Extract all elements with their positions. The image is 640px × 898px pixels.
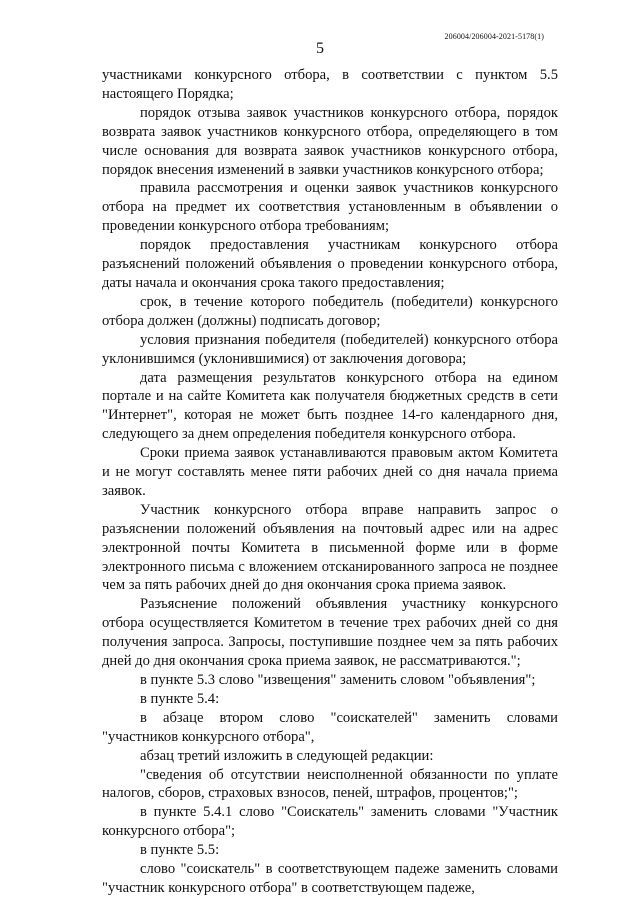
paragraph: в пункте 5.5:	[140, 842, 220, 859]
paragraph: абзац третий изложить в следующей редакции:	[140, 747, 434, 764]
paragraph: Сроки приема заявок устанавливаются правовым актом Комитета и не могут составлять менее пяти рабочих дней со дня начала приема заявок.	[102, 445, 558, 499]
paragraph: в пункте 5.3 слово "извещения" заменить словом "объявления";	[140, 672, 536, 688]
paragraph: в пункте 5.4:	[140, 690, 220, 707]
paragraph: Разъяснение положений объявления участнику конкурсного отбора осуществляется Комитетом в течение трех рабочих дней со дня получения запроса. Запросы, поступившие позднее чем за пять рабочих дней до дня окончания срока приема заявок, не рассматриваются.";	[102, 596, 558, 670]
paragraph: в абзаце втором слово "соискателей" заменить словами "участников конкурсного отбора",	[102, 709, 558, 745]
document-body	[102, 66, 558, 898]
paragraph: правила рассмотрения и оценки заявок участников конкурсного отбора на предмет их соответствия установленным в объявлении о проведении конкурсного отбора требованиям;	[102, 180, 558, 235]
paragraph: порядок предоставления участникам конкурсного отбора разъяснений положений объявления о проведении конкурсного отбора, даты начала и окончания срока такого предоставления;	[102, 237, 558, 291]
paragraph: "сведения об отсутствии неисполненной обязанности по уплате налогов, сборов, страховых взносов, пеней, штрафов, процентов;";	[102, 766, 558, 802]
paragraph: порядок отзыва заявок участников конкурсного отбора, порядок возврата заявок участников конкурсного отбора, определяющего в том числе основания для возврата заявок участников конкурсного отбора, порядок внесения изменений в заявки участников конкурсного отбора;	[102, 104, 558, 178]
page-number: 5	[316, 40, 324, 57]
document-id: 206004/206004-2021-5178(1)	[444, 32, 544, 41]
paragraph: слово "соискатель" в соответствующем падеже заменить словами "участник конкурсного отбора" в соответствующем падеже,	[102, 861, 558, 896]
paragraph: условия признания победителя (победителей) конкурсного отбора уклонившимся (уклонившимися) от заключения договора;	[102, 331, 558, 367]
paragraph: Участник конкурсного отбора вправе направить запрос о разъяснении положений объявления на почтовый адрес или на адрес электронной почты Комитета в письменной форме или в форме электронного письма с вложением отсканированного запроса не позднее чем за пять рабочих дней до дня окончания срока приема заявок.	[102, 501, 558, 594]
paragraph: участниками конкурсного отбора, в соответствии с пунктом 5.5 настоящего Порядка;	[102, 67, 558, 102]
paragraph: дата размещения результатов конкурсного отбора на едином портале и на сайте Комитета как получателя бюджетных средств в сети "Интернет", которая не может быть позднее 14-го календарного дня, следующего за днем определения победителя конкурсного отбора.	[102, 369, 558, 443]
paragraph: в пункте 5.4.1 слово "Соискатель" заменить словами "Участник конкурсного отбора";	[102, 804, 558, 840]
paragraph: срок, в течение которого победитель (победители) конкурсного отбора должен (должны) подписать договор;	[102, 293, 558, 329]
